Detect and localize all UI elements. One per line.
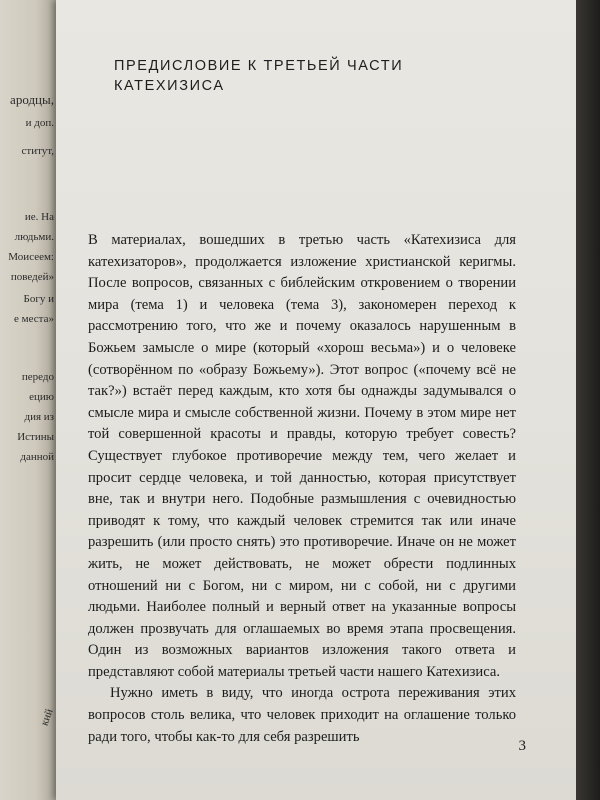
paragraph: Нужно иметь в виду, что иногда острота переживания этих вопросов столь велика, что человек приходит на оглашение только ради того, чтобы как-то для себя разрешить [88,685,516,745]
left-page-fragment: ецию [29,391,54,403]
page-number: 3 [518,738,526,754]
left-page-fragment: Истины [17,431,54,443]
left-page-fragment: Моисеем: [8,251,54,263]
left-page-fragment: передо [21,371,54,383]
left-page-fragment: дия из [24,411,54,423]
chapter-heading-line2: КАТЕХИЗИСА [114,78,225,94]
left-page-fragment: данной [20,451,54,463]
book-page [56,0,576,800]
left-page-fragment: е места» [14,313,54,325]
chapter-heading-line1: ПРЕДИСЛОВИЕ К ТРЕТЬЕЙ ЧАСТИ [114,58,404,74]
paragraph: В материалах, вошедших в третью часть «Катехизиса для катехизаторов», продолжается изложение христианской керигмы. После вопросов, связанных с библейским откровением о творении мира (тема 1) и человека (тема 3), закономерен переход к рассмотрению того, что же и почему оказалось нарушенным в Божьем замысле о мире (который «хорош весьма») и о человеке (сотворённом по «образу Божьему»). Этот вопрос («почему всё не так?») встаёт перед каждым, кто хотя бы однажды задумывался о смысле мира и смысле собственной жизни. Почему в этом мире нет той совершенной красоты и правды, которую требует совесть? Существует глубокое противоречие между тем, чего желает и просит сердце человека, и той данностью, которая присутствует вне, так и внутри него. Подобные размышления с очевидностью приводят к тому, что каждый человек стремится так или иначе разрешить (или просто снять) это противоречие. Иначе он не может жить, не может действовать, не может обрести подлинных отношений ни с Богом, ни с миром, ни с собой, ни с другими людьми. Наиболее полный и верный ответ на указанные вопросы должен прозвучать для оглашаемых во время этапа просвещения. Один из возможных вариантов изложения такого ответа и представляют собой материалы третьей части нашего Катехизиса. [88,232,516,680]
left-page-fragment: поведей» [10,271,54,283]
left-page-fragment: кий [38,707,56,728]
left-page-fragment: ародцы, [10,92,54,107]
left-page-edge [0,0,58,800]
left-page-fragment: ие. На [24,211,54,223]
left-page-fragment: Богу и [23,293,54,305]
background-edge [576,0,600,800]
left-page-fragment: и доп. [25,117,54,129]
left-page-fragment: людьми. [14,231,54,243]
left-page-fragment: ститут, [21,145,54,157]
body-text [88,230,516,748]
chapter-heading [114,56,474,96]
